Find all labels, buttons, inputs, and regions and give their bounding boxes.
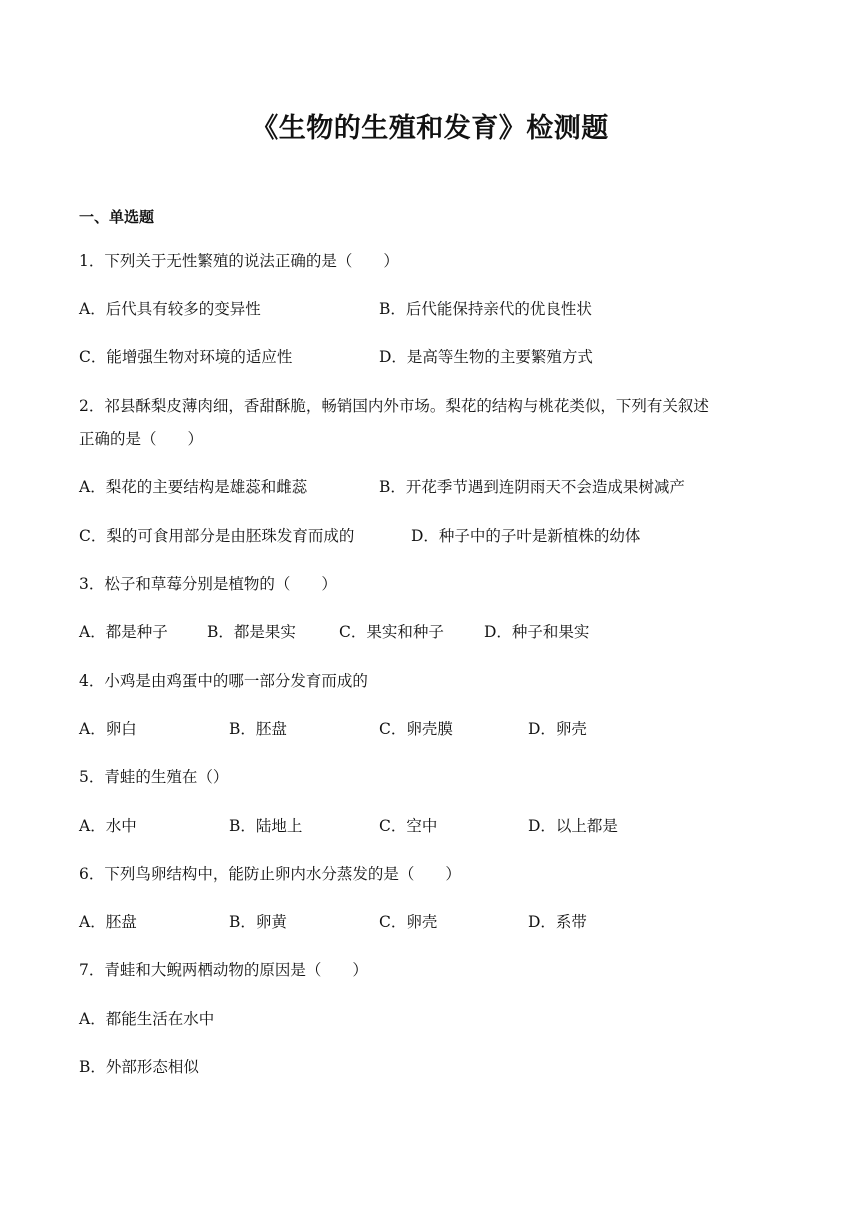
question-2-option-b: B．开花季节遇到连阴雨天不会造成果树减产 — [379, 478, 685, 496]
question-2-stem-line-1: 2．祁县酥梨皮薄肉细，香甜酥脆，畅销国内外市场。梨花的结构与桃花类似，下列有关叙述 — [79, 397, 709, 415]
question-6-option-b: B．卵黄 — [229, 913, 287, 931]
question-3-option-d: D．种子和果实 — [484, 623, 590, 641]
question-7-option-b: B．外部形态相似 — [79, 1058, 199, 1076]
question-4-option-b: B．胚盘 — [229, 720, 287, 738]
question-2-option-d: D．种子中的子叶是新植株的幼体 — [411, 527, 641, 545]
question-3-option-b: B．都是果实 — [207, 623, 296, 641]
section-heading-single-choice: 一、单选题 — [79, 208, 155, 226]
question-7-stem: 7．青蛙和大鲵两栖动物的原因是（ ） — [79, 961, 368, 979]
question-2-stem-line-2: 正确的是（ ） — [79, 430, 204, 448]
question-5-option-a: A．水中 — [79, 817, 137, 835]
question-6-option-a: A．胚盘 — [79, 913, 137, 931]
question-2-option-c: C．梨的可食用部分是由胚珠发育而成的 — [79, 527, 355, 545]
question-3-option-a: A．都是种子 — [79, 623, 168, 641]
question-1-option-d: D．是高等生物的主要繁殖方式 — [379, 348, 593, 366]
question-4-option-d: D．卵壳 — [528, 720, 587, 738]
question-1-stem: 1．下列关于无性繁殖的说法正确的是（ ） — [79, 252, 399, 270]
question-2-option-a: A．梨花的主要结构是雄蕊和雌蕊 — [79, 478, 308, 496]
question-3-stem: 3．松子和草莓分别是植物的（ ） — [79, 575, 337, 593]
question-5-option-d: D．以上都是 — [528, 817, 618, 835]
question-3-option-c: C．果实和种子 — [339, 623, 444, 641]
question-4-stem: 4．小鸡是由鸡蛋中的哪一部分发育而成的 — [79, 672, 368, 690]
question-1-option-b: B．后代能保持亲代的优良性状 — [379, 300, 592, 318]
question-5-option-c: C．空中 — [379, 817, 438, 835]
question-6-option-d: D．系带 — [528, 913, 587, 931]
question-4-option-c: C．卵壳膜 — [379, 720, 453, 738]
question-6-option-c: C．卵壳 — [379, 913, 438, 931]
document-title: 《生物的生殖和发育》检测题 — [251, 113, 609, 144]
question-4-option-a: A．卵白 — [79, 720, 137, 738]
question-1-option-c: C．能增强生物对环境的适应性 — [79, 348, 293, 366]
question-5-stem: 5．青蛙的生殖在（） — [79, 768, 229, 786]
question-1-option-a: A．后代具有较多的变异性 — [79, 300, 261, 318]
question-7-option-a: A．都能生活在水中 — [79, 1010, 215, 1028]
question-5-option-b: B．陆地上 — [229, 817, 303, 835]
question-6-stem: 6．下列鸟卵结构中，能防止卵内水分蒸发的是（ ） — [79, 865, 461, 883]
